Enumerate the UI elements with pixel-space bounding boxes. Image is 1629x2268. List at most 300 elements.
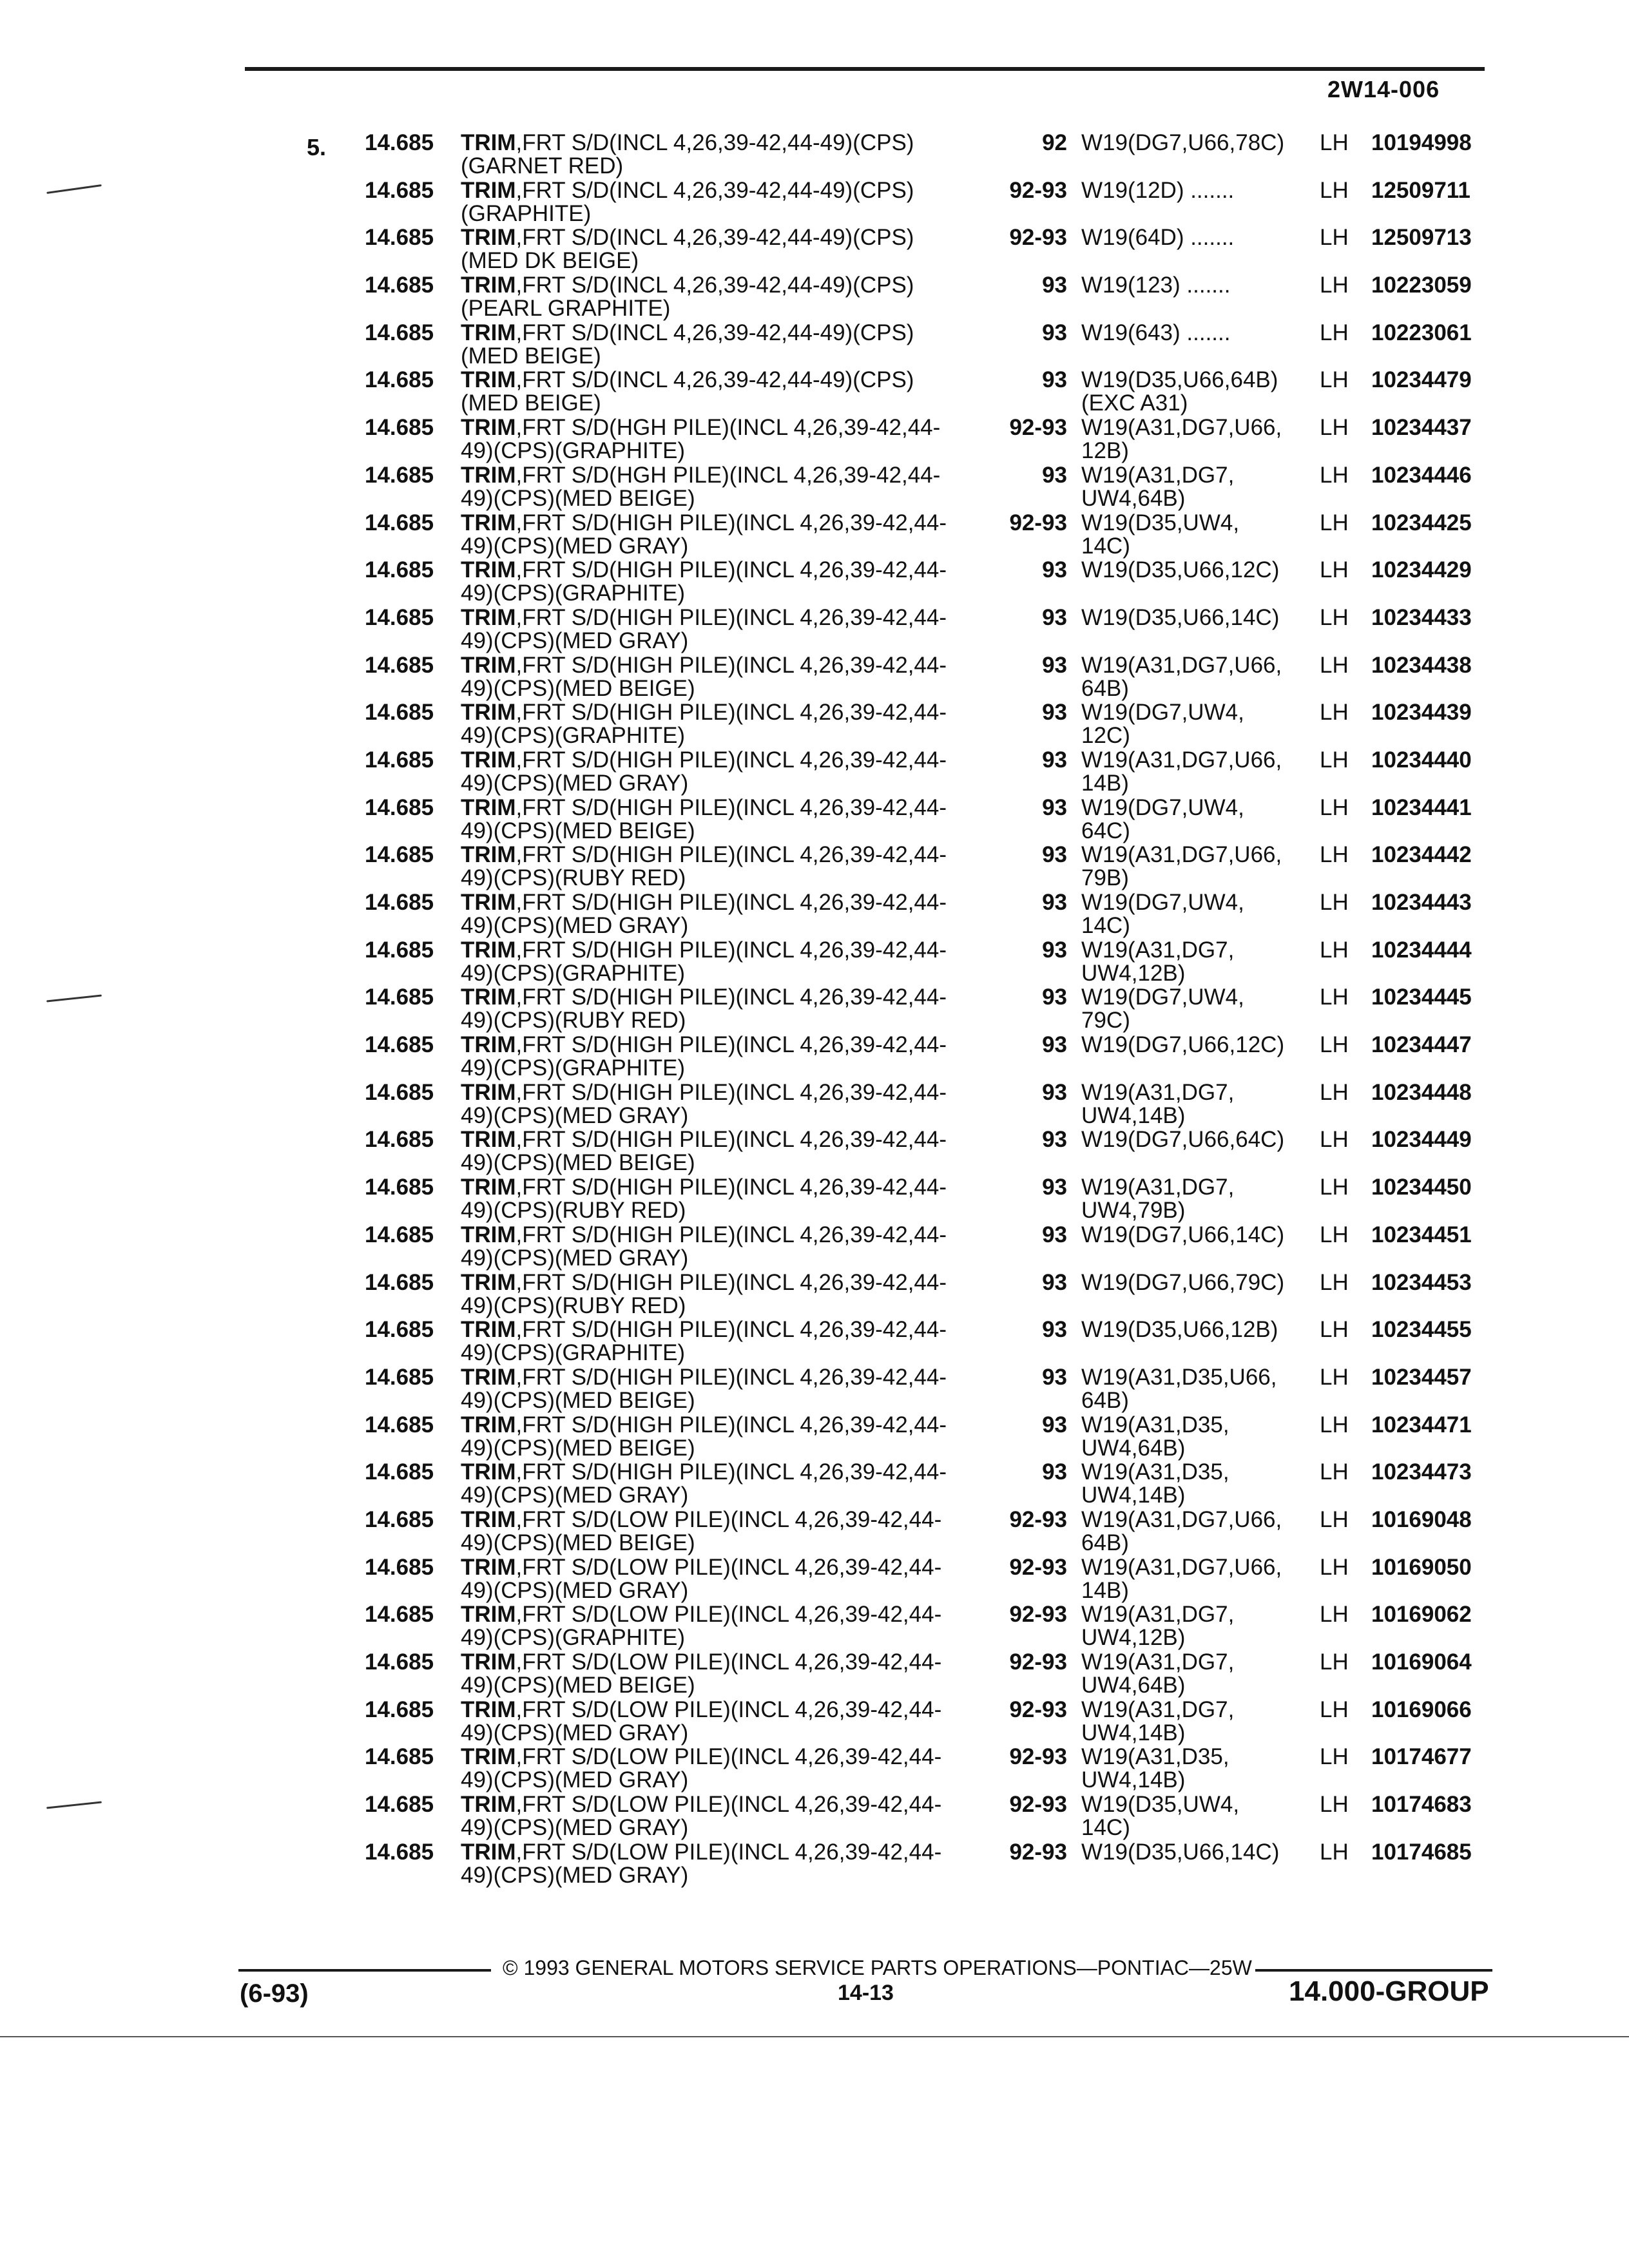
part-description	[461, 1224, 947, 1247]
part-name: TRIM	[461, 890, 516, 915]
side: LH	[1320, 320, 1349, 345]
model-years: 93	[1042, 604, 1067, 630]
usage-code-continued: 64B)	[1081, 1530, 1129, 1555]
model-years: 93	[1042, 1032, 1067, 1058]
part-number: 12509711	[1371, 177, 1470, 203]
part-description-text: ,FRT S/D(HIGH PILE)(INCL 4,26,39-42,44-	[516, 1364, 947, 1390]
reference-number: 14.685	[365, 1696, 434, 1722]
model-years: 93	[1042, 842, 1067, 868]
revision-date: (6-93)	[240, 1979, 309, 2008]
part-description-text: ,FRT S/D(HIGH PILE)(INCL 4,26,39-42,44-	[516, 1222, 947, 1247]
part-description-continued: 49)(CPS)(MED GRAY)	[461, 1862, 689, 1888]
part-description-text: ,FRT S/D(HIGH PILE)(INCL 4,26,39-42,44-	[516, 1412, 947, 1437]
part-description-continued: 49)(CPS)(MED GRAY)	[461, 1720, 689, 1745]
side: LH	[1320, 557, 1349, 583]
part-description-continued: 49)(CPS)(MED GRAY)	[461, 1245, 689, 1271]
model-years: 93	[1042, 1222, 1067, 1247]
part-description-continued: 49)(CPS)(MED BEIGE)	[461, 485, 695, 511]
side: LH	[1320, 1459, 1349, 1485]
model-years: 93	[1042, 320, 1067, 345]
part-number: 10234442	[1371, 842, 1472, 868]
usage-code: W19(12D) .......	[1081, 177, 1235, 203]
part-description-text: ,FRT S/D(HIGH PILE)(INCL 4,26,39-42,44-	[516, 1269, 947, 1295]
part-description-text: ,FRT S/D(LOW PILE)(INCL 4,26,39-42,44-	[516, 1696, 942, 1722]
part-name: TRIM	[461, 652, 516, 678]
part-description-text: ,FRT S/D(HIGH PILE)(INCL 4,26,39-42,44-	[516, 1079, 947, 1105]
footer-rule-left	[238, 1969, 491, 1972]
side: LH	[1320, 1602, 1349, 1628]
usage-code: W19(D35,UW4,	[1081, 1792, 1240, 1818]
reference-number: 14.685	[365, 985, 434, 1010]
usage-code: W19(A31,D35,	[1081, 1744, 1229, 1770]
model-years: 92-93	[1009, 1602, 1067, 1628]
part-name: TRIM	[461, 1127, 516, 1153]
side: LH	[1320, 1032, 1349, 1058]
reference-number: 14.685	[365, 320, 434, 345]
part-number: 10223061	[1371, 320, 1472, 345]
usage-code: W19(A31,DG7,	[1081, 1696, 1235, 1722]
side: LH	[1320, 462, 1349, 488]
side: LH	[1320, 890, 1349, 915]
part-description	[461, 131, 914, 155]
table-row	[0, 1838, 1629, 1886]
usage-code-continued: 14B)	[1081, 770, 1129, 796]
part-description	[461, 606, 947, 629]
part-description-continued: (MED BEIGE)	[461, 343, 601, 369]
part-description	[461, 1318, 947, 1341]
part-name: TRIM	[461, 1459, 516, 1485]
side: LH	[1320, 415, 1349, 441]
part-description	[461, 416, 940, 439]
part-number: 10234429	[1371, 557, 1472, 583]
side: LH	[1320, 1554, 1349, 1580]
part-number: 10169048	[1371, 1506, 1472, 1532]
table-row	[0, 1363, 1629, 1411]
part-number: 10234438	[1371, 652, 1472, 678]
part-name: TRIM	[461, 320, 516, 345]
part-description-text: ,FRT S/D(HIGH PILE)(INCL 4,26,39-42,44-	[516, 794, 947, 820]
model-years: 93	[1042, 652, 1067, 678]
reference-number: 14.685	[365, 794, 434, 820]
parts-list	[0, 129, 1629, 1888]
model-years: 92-93	[1009, 1506, 1067, 1532]
part-number: 10174683	[1371, 1792, 1472, 1818]
part-description-continued: 49)(CPS)(RUBY RED)	[461, 865, 686, 891]
table-row	[0, 1600, 1629, 1651]
part-name: TRIM	[461, 273, 516, 298]
model-years: 92-93	[1009, 1649, 1067, 1675]
model-years: 92-93	[1009, 510, 1067, 535]
part-number: 10234450	[1371, 1175, 1472, 1200]
part-description-text: ,FRT S/D(LOW PILE)(INCL 4,26,39-42,44-	[516, 1839, 942, 1865]
side: LH	[1320, 177, 1349, 203]
part-description-continued: 49)(CPS)(GRAPHITE)	[461, 723, 686, 749]
part-name: TRIM	[461, 1032, 516, 1058]
part-description-continued: 49)(CPS)(RUBY RED)	[461, 1293, 686, 1318]
bottom-rule	[0, 2036, 1629, 2037]
part-description-text: ,FRT S/D(INCL 4,26,39-42,44-49)(CPS)	[516, 130, 914, 155]
part-description-continued: 49)(CPS)(GRAPHITE)	[461, 1340, 686, 1366]
group-label: 14.000-GROUP	[1289, 1975, 1489, 2007]
part-number: 10234441	[1371, 794, 1472, 820]
part-description	[461, 796, 947, 820]
table-row	[0, 1269, 1629, 1316]
table-row	[0, 1743, 1629, 1791]
usage-code: W19(DG7,U66,12C)	[1081, 1032, 1285, 1058]
usage-code-continued: (EXC A31)	[1081, 390, 1188, 416]
side: LH	[1320, 1175, 1349, 1200]
model-years: 93	[1042, 1269, 1067, 1295]
table-row	[0, 746, 1629, 794]
side: LH	[1320, 1364, 1349, 1390]
part-description-continued: 49)(CPS)(MED BEIGE)	[461, 1673, 695, 1698]
part-number: 10234439	[1371, 700, 1472, 726]
model-years: 93	[1042, 700, 1067, 726]
part-description-text: ,FRT S/D(INCL 4,26,39-42,44-49)(CPS)	[516, 177, 914, 203]
part-description	[461, 939, 947, 962]
part-description-continued: 49)(CPS)(MED GRAY)	[461, 913, 689, 938]
part-number: 10194998	[1371, 130, 1472, 155]
side: LH	[1320, 652, 1349, 678]
part-description	[461, 226, 914, 249]
part-description	[461, 1841, 941, 1864]
part-description-text: ,FRT S/D(HIGH PILE)(INCL 4,26,39-42,44-	[516, 1032, 947, 1058]
model-years: 93	[1042, 367, 1067, 393]
part-description-continued: 49)(CPS)(MED GRAY)	[461, 1577, 689, 1603]
usage-code: W19(DG7,UW4,	[1081, 890, 1244, 915]
part-number: 10234446	[1371, 462, 1472, 488]
side: LH	[1320, 604, 1349, 630]
model-years: 92-93	[1009, 1554, 1067, 1580]
model-years: 93	[1042, 557, 1067, 583]
usage-code: W19(D35,U66,12B)	[1081, 1317, 1278, 1343]
reference-number: 14.685	[365, 225, 434, 251]
side: LH	[1320, 367, 1349, 393]
part-number: 10234444	[1371, 937, 1472, 963]
model-years: 93	[1042, 937, 1067, 963]
reference-number: 14.685	[365, 1222, 434, 1247]
table-row	[0, 889, 1629, 936]
part-description-text: ,FRT S/D(INCL 4,26,39-42,44-49)(CPS)	[516, 273, 914, 298]
model-years: 93	[1042, 985, 1067, 1010]
reference-number: 14.685	[365, 1079, 434, 1105]
part-description-continued: (MED BEIGE)	[461, 390, 601, 416]
side: LH	[1320, 842, 1349, 868]
part-description-continued: 49)(CPS)(RUBY RED)	[461, 1008, 686, 1033]
table-row	[0, 461, 1629, 509]
table-row	[0, 1791, 1629, 1841]
part-name: TRIM	[461, 937, 516, 963]
part-name: TRIM	[461, 1506, 516, 1532]
side: LH	[1320, 1269, 1349, 1295]
reference-number: 14.685	[365, 415, 434, 441]
table-row	[0, 604, 1629, 651]
model-years: 92-93	[1009, 1696, 1067, 1722]
table-row	[0, 1316, 1629, 1366]
part-description-text: ,FRT S/D(INCL 4,26,39-42,44-49)(CPS)	[516, 367, 914, 393]
usage-code: W19(DG7,U66,79C)	[1081, 1269, 1285, 1295]
part-description	[461, 1793, 941, 1816]
part-description-text: ,FRT S/D(LOW PILE)(INCL 4,26,39-42,44-	[516, 1744, 942, 1770]
part-description	[461, 1366, 947, 1389]
model-years: 92-93	[1009, 1744, 1067, 1770]
usage-code: W19(DG7,U66,14C)	[1081, 1222, 1285, 1247]
usage-code-continued: UW4,12B)	[1081, 1625, 1186, 1651]
table-row	[0, 1079, 1629, 1126]
part-description	[461, 179, 914, 202]
reference-number: 14.685	[365, 937, 434, 963]
reference-number: 14.685	[365, 700, 434, 726]
usage-code: W19(D35,U66,12C)	[1081, 557, 1280, 583]
reference-number: 14.685	[365, 842, 434, 868]
side: LH	[1320, 1317, 1349, 1343]
side: LH	[1320, 747, 1349, 773]
table-row	[0, 224, 1629, 274]
model-years: 92-93	[1009, 177, 1067, 203]
part-name: TRIM	[461, 1079, 516, 1105]
part-name: TRIM	[461, 1175, 516, 1200]
model-years: 93	[1042, 462, 1067, 488]
table-row	[0, 177, 1629, 224]
usage-code-continued: 64C)	[1081, 818, 1130, 843]
usage-code-continued: UW4,79B)	[1081, 1198, 1186, 1224]
side: LH	[1320, 1412, 1349, 1437]
usage-code-continued: UW4,64B)	[1081, 485, 1186, 511]
usage-code: W19(DG7,U66,64C)	[1081, 1127, 1285, 1153]
part-description-text: ,FRT S/D(HGH PILE)(INCL 4,26,39-42,44-	[516, 415, 941, 441]
reference-number: 14.685	[365, 890, 434, 915]
part-description-text: ,FRT S/D(HIGH PILE)(INCL 4,26,39-42,44-	[516, 604, 947, 630]
usage-code: W19(A31,D35,	[1081, 1459, 1229, 1485]
usage-code-continued: UW4,14B)	[1081, 1102, 1186, 1128]
page-number: 14-13	[838, 1981, 894, 2005]
reference-number: 14.685	[365, 462, 434, 488]
part-name: TRIM	[461, 1744, 516, 1770]
reference-number: 14.685	[365, 1554, 434, 1580]
part-number: 10174677	[1371, 1744, 1472, 1770]
part-name: TRIM	[461, 1317, 516, 1343]
part-description-text: ,FRT S/D(HIGH PILE)(INCL 4,26,39-42,44-	[516, 890, 947, 915]
model-years: 93	[1042, 273, 1067, 298]
part-number: 10234445	[1371, 985, 1472, 1010]
usage-code-continued: 79C)	[1081, 1008, 1130, 1033]
model-years: 92-93	[1009, 1792, 1067, 1818]
model-years: 93	[1042, 1317, 1067, 1343]
reference-number: 14.685	[365, 747, 434, 773]
usage-code-continued: 14C)	[1081, 1815, 1130, 1841]
part-description-text: ,FRT S/D(LOW PILE)(INCL 4,26,39-42,44-	[516, 1792, 942, 1818]
usage-code: W19(D35,U66,64B)	[1081, 367, 1278, 393]
usage-code: W19(A31,DG7,U66,	[1081, 1506, 1282, 1532]
side: LH	[1320, 130, 1349, 155]
part-description-continued: 49)(CPS)(GRAPHITE)	[461, 1625, 686, 1651]
usage-code: W19(A31,DG7,U66,	[1081, 415, 1282, 441]
part-number: 10169064	[1371, 1649, 1472, 1675]
part-description-text: ,FRT S/D(HIGH PILE)(INCL 4,26,39-42,44-	[516, 700, 947, 726]
usage-code-continued: 64B)	[1081, 1387, 1129, 1413]
usage-code: W19(DG7,UW4,	[1081, 985, 1244, 1010]
usage-code-continued: 14B)	[1081, 1577, 1129, 1603]
part-description	[461, 464, 940, 487]
model-years: 93	[1042, 1175, 1067, 1200]
reference-number: 14.685	[365, 557, 434, 583]
reference-number: 14.685	[365, 1459, 434, 1485]
usage-code-continued: UW4,12B)	[1081, 960, 1186, 986]
part-name: TRIM	[461, 1269, 516, 1295]
side: LH	[1320, 225, 1349, 251]
usage-code: W19(A31,DG7,	[1081, 462, 1235, 488]
part-number: 10234451	[1371, 1222, 1472, 1247]
usage-code-continued: 79B)	[1081, 865, 1129, 891]
usage-code: W19(A31,DG7,U66,	[1081, 652, 1282, 678]
part-number: 10234440	[1371, 747, 1472, 773]
model-years: 92-93	[1009, 1839, 1067, 1865]
side: LH	[1320, 1839, 1349, 1865]
reference-number: 14.685	[365, 1127, 434, 1153]
table-row	[0, 1553, 1629, 1601]
part-number: 10234479	[1371, 367, 1472, 393]
part-number: 10234449	[1371, 1127, 1472, 1153]
top-rule	[245, 67, 1485, 71]
side: LH	[1320, 1222, 1349, 1247]
part-description-continued: (PEARL GRAPHITE)	[461, 296, 671, 322]
part-name: TRIM	[461, 1792, 516, 1818]
part-description	[461, 843, 947, 867]
usage-code: W19(A31,DG7,	[1081, 1079, 1235, 1105]
usage-code-continued: UW4,14B)	[1081, 1720, 1186, 1745]
part-number: 10234473	[1371, 1459, 1472, 1485]
table-row	[0, 129, 1629, 177]
part-name: TRIM	[461, 177, 516, 203]
table-row	[0, 983, 1629, 1031]
table-row	[0, 319, 1629, 367]
part-description-continued: 49)(CPS)(MED BEIGE)	[461, 818, 695, 843]
table-row	[0, 1221, 1629, 1269]
model-years: 92-93	[1009, 225, 1067, 251]
usage-code: W19(DG7,U66,78C)	[1081, 130, 1285, 155]
table-row	[0, 1411, 1629, 1459]
part-number: 10169066	[1371, 1696, 1472, 1722]
usage-code: W19(A31,DG7,U66,	[1081, 1554, 1282, 1580]
usage-code: W19(D35,UW4,	[1081, 510, 1240, 535]
part-name: TRIM	[461, 225, 516, 251]
part-description-continued: 49)(CPS)(RUBY RED)	[461, 1198, 686, 1224]
part-description-text: ,FRT S/D(HGH PILE)(INCL 4,26,39-42,44-	[516, 462, 941, 488]
reference-number: 14.685	[365, 1602, 434, 1628]
usage-code: W19(A31,DG7,	[1081, 1175, 1235, 1200]
part-description	[461, 322, 914, 345]
usage-code: W19(D35,U66,14C)	[1081, 604, 1280, 630]
part-number: 10234437	[1371, 415, 1472, 441]
part-description-continued: 49)(CPS)(MED BEIGE)	[461, 675, 695, 701]
page-code: 2W14-006	[1327, 76, 1440, 102]
model-years: 93	[1042, 747, 1067, 773]
part-description	[461, 1461, 947, 1484]
part-name: TRIM	[461, 1222, 516, 1247]
part-description-text: ,FRT S/D(HIGH PILE)(INCL 4,26,39-42,44-	[516, 747, 947, 773]
side: LH	[1320, 1696, 1349, 1722]
usage-code: W19(A31,DG7,	[1081, 937, 1235, 963]
model-years: 93	[1042, 1079, 1067, 1105]
part-description	[461, 1603, 941, 1626]
part-description	[461, 1271, 947, 1294]
side: LH	[1320, 1744, 1349, 1770]
part-name: TRIM	[461, 1554, 516, 1580]
part-description-continued: 49)(CPS)(GRAPHITE)	[461, 960, 686, 986]
part-name: TRIM	[461, 700, 516, 726]
table-row	[0, 414, 1629, 464]
table-row	[0, 271, 1629, 322]
part-description-text: ,FRT S/D(INCL 4,26,39-42,44-49)(CPS)	[516, 320, 914, 345]
table-row	[0, 1173, 1629, 1224]
part-description-text: ,FRT S/D(LOW PILE)(INCL 4,26,39-42,44-	[516, 1506, 942, 1532]
part-name: TRIM	[461, 604, 516, 630]
part-description	[461, 891, 947, 914]
reference-number: 14.685	[365, 510, 434, 535]
part-description-text: ,FRT S/D(LOW PILE)(INCL 4,26,39-42,44-	[516, 1554, 942, 1580]
table-row	[0, 1031, 1629, 1079]
part-description-continued: 49)(CPS)(MED GRAY)	[461, 1767, 689, 1793]
part-description-continued: 49)(CPS)(MED GRAY)	[461, 1815, 689, 1841]
part-number: 10223059	[1371, 273, 1472, 298]
side: LH	[1320, 1127, 1349, 1153]
part-description-continued: 49)(CPS)(GRAPHITE)	[461, 1055, 686, 1081]
usage-code: W19(643) .......	[1081, 320, 1231, 345]
usage-code: W19(A31,D35,	[1081, 1412, 1229, 1437]
part-description	[461, 512, 947, 535]
reference-number: 14.685	[365, 1175, 434, 1200]
part-description	[461, 1176, 947, 1199]
part-description-continued: 49)(CPS)(MED GRAY)	[461, 628, 689, 653]
model-years: 93	[1042, 1364, 1067, 1390]
usage-code: W19(A31,DG7,U66,	[1081, 842, 1282, 868]
part-number: 12509713	[1371, 225, 1472, 251]
model-years: 93	[1042, 1127, 1067, 1153]
part-description	[461, 1698, 941, 1722]
part-name: TRIM	[461, 747, 516, 773]
part-number: 10169062	[1371, 1602, 1472, 1628]
usage-code: W19(A31,DG7,	[1081, 1602, 1235, 1628]
part-name: TRIM	[461, 557, 516, 583]
usage-code-continued: 12C)	[1081, 723, 1130, 749]
usage-code: W19(D35,U66,14C)	[1081, 1839, 1280, 1865]
part-description	[461, 1508, 941, 1532]
part-description	[461, 1414, 947, 1437]
usage-code: W19(A31,D35,U66,	[1081, 1364, 1277, 1390]
reference-number: 14.685	[365, 177, 434, 203]
model-years: 92-93	[1009, 415, 1067, 441]
part-description	[461, 274, 914, 297]
part-description	[461, 986, 947, 1009]
part-name: TRIM	[461, 1839, 516, 1865]
part-description	[461, 701, 947, 724]
table-row	[0, 1126, 1629, 1176]
usage-code-continued: 14C)	[1081, 913, 1130, 938]
part-description-text: ,FRT S/D(HIGH PILE)(INCL 4,26,39-42,44-	[516, 557, 947, 583]
reference-number: 14.685	[365, 1412, 434, 1437]
part-description-continued: 49)(CPS)(MED BEIGE)	[461, 1435, 695, 1461]
part-name: TRIM	[461, 794, 516, 820]
reference-number: 14.685	[365, 130, 434, 155]
usage-code-continued: 64B)	[1081, 675, 1129, 701]
part-description-continued: (MED DK BEIGE)	[461, 248, 639, 274]
part-name: TRIM	[461, 130, 516, 155]
part-number: 10234455	[1371, 1317, 1472, 1343]
part-description-continued: 49)(CPS)(GRAPHITE)	[461, 581, 686, 606]
usage-code-continued: UW4,64B)	[1081, 1673, 1186, 1698]
usage-code-continued: UW4,14B)	[1081, 1767, 1186, 1793]
part-description-text: ,FRT S/D(HIGH PILE)(INCL 4,26,39-42,44-	[516, 1175, 947, 1200]
